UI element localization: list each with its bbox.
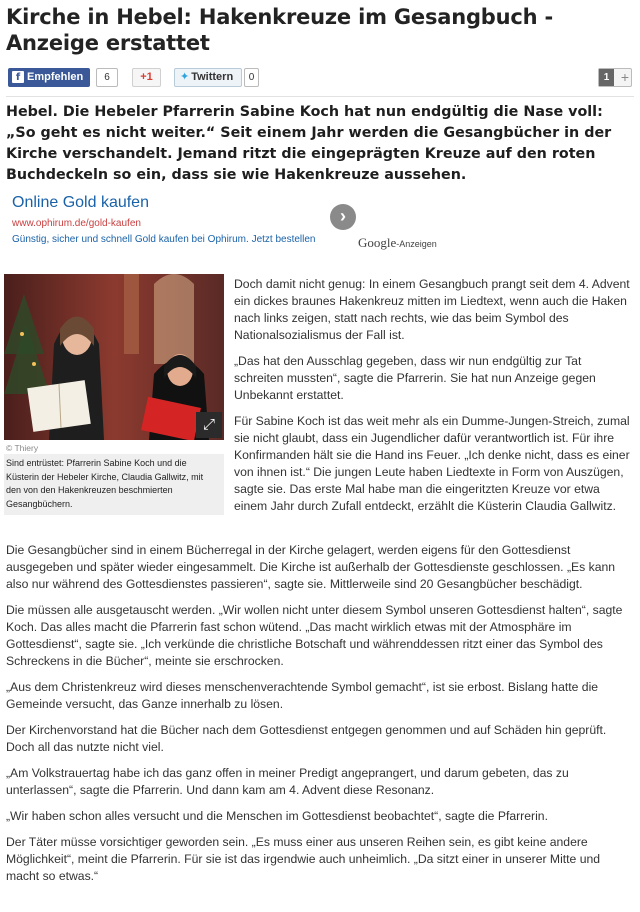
body-paragraph: Für Sabine Koch ist das weit mehr als ein Dumme-Jungen-Streich, zumal sie nicht glaubt, dass ein Jugendlicher dafür verantwortlich ist. Für ihre Konfirmanden hält sie die Hand ins Feuer. „Ich denke nicht, dass es einer von ihnen ist.“ Die jungen Leute haben Liedtexte in Form von Auszügen, sagte sie. Das erste Mal habe man die eingeritzten Kreuze vor etwa einem Jahr durch Zufall entdeckt, erzählt die Küsterin Claudia Gallwitz. [234, 414, 630, 513]
twitter-button[interactable] [174, 68, 242, 87]
ads-suffix: -Anzeigen [396, 239, 437, 249]
plus-one-widget[interactable] [598, 68, 632, 87]
photo-caption: Sind entrüstet: Pfarrerin Sabine Koch und die Küsterin der Hebeler Kirche, Claudia Gallwitz, mit den von den Hakenkreuzen beschmierten Gesangbüchern. [4, 454, 224, 515]
google-wordmark: Google [358, 235, 397, 250]
body-paragraph: Der Täter müsse vorsichtiger geworden sein. „Es muss einer aus unseren Reihen sein, es gibt keine andere Möglichkeit“, meint die Pfarrerin. Für sie ist das irgendwie auch unheimlich. „Da sitzt einer in unserer Mitte und macht so etwas.“ [6, 835, 601, 883]
article-body-column [234, 276, 634, 524]
article-headline: Kirche in Hebel: Hakenkreuze im Gesangbuch - Anzeige erstattet [6, 5, 554, 55]
google-ad [12, 194, 452, 254]
body-paragraph: Der Kirchenvorstand hat die Bücher nach dem Gottesdienst entgegen genommen und auf Schäden hin geprüft. Doch all das nutzte nicht viel. [6, 723, 607, 754]
facebook-like-count: 6 [96, 68, 118, 87]
article-body-full [6, 542, 634, 894]
plus-icon: + [620, 69, 629, 85]
body-paragraph: „Wir haben schon alles versucht und die Menschen im Gottesdienst beobachtet“, sagte die Pfarrerin. [6, 809, 548, 823]
twitter-button-label: Twittern [191, 71, 234, 83]
expand-icon[interactable]: ⤢ [196, 412, 222, 438]
ad-url-link[interactable]: www.ophirum.de/gold-kaufen [12, 218, 141, 229]
twitter-count: 0 [244, 68, 259, 87]
body-paragraph: Die Gesangbücher sind in einem Bücherregal in der Kirche gelagert, werden eigens für den Gottesdienst ausgegeben und später wieder eingesammelt. Die Kirche ist außerhalb der Gottesdienste geschlossen. „Es kann also nur während des Gottesdienstes passieren“, sagte sie. Mittlerweile sind 20 Gesangbücher beschädigt. [6, 543, 616, 591]
google-ads-label[interactable] [358, 234, 437, 252]
body-paragraph: Die müssen alle ausgetauscht werden. „Wir wollen nicht unter diesem Symbol unseren Gottesdienst halten“, sagte Koch. Das alles macht die Pfarrerin fast schon wütend. „Das macht wirklich etwas mit der Atmosphäre im Gottesdienst“, sagte sie. „Ich verkünde die christliche Botschaft und währenddessen ritzt einer das Symbol des Schreckens in die Bücher“, meinte sie erschrocken. [6, 603, 623, 668]
ad-title-link[interactable]: Online Gold kaufen [12, 194, 149, 211]
social-share-bar [6, 68, 634, 97]
photo-credit: © Thiery [6, 443, 39, 453]
plus-one-count: 1 [599, 69, 614, 86]
ad-arrow-icon[interactable]: › [330, 204, 356, 230]
body-paragraph: „Am Volkstrauertag habe ich das ganz offen in meiner Predigt angeprangert, und darum gebeten, das zu unterlassen“, sagte die Pfarrerin. Und dann kam am 4. Advent diese Resonanz. [6, 766, 569, 797]
facebook-like-label: Empfehlen [27, 71, 84, 83]
facebook-icon: f [12, 71, 24, 83]
body-paragraph: „Das hat den Ausschlag gegeben, dass wir nun endgültig zur Tat schreiten mussten“, sagte die Pfarrerin. Sie hat nun Anzeige gegen Unbekannt erstattet. [234, 354, 596, 402]
google-plus-button[interactable]: +1 [132, 68, 161, 87]
twitter-bird-icon: ✦ [180, 71, 190, 83]
body-paragraph: Doch damit nicht genug: In einem Gesangbuch prangt seit dem 4. Advent ein dickes braunes Hakenkreuz mitten im Liedtext, wenn auch die Haken nach links zeigen, statt nach rechts, wie das beim Symbol des Nationalsozialismus der Fall ist. [234, 277, 630, 342]
article-figure [4, 274, 224, 515]
facebook-like-button[interactable] [8, 68, 90, 87]
ad-description[interactable]: Günstig, sicher und schnell Gold kaufen bei Ophirum. Jetzt bestellen [12, 234, 316, 245]
article-photo[interactable] [4, 274, 224, 440]
body-paragraph: „Aus dem Christenkreuz wird dieses menschenverachtende Symbol gemacht“, ist sie erbost. Bislang hatte die Gemeinde versucht, das Ganze innerhalb zu lösen. [6, 680, 599, 711]
article-lead: Hebel. Die Hebeler Pfarrerin Sabine Koch hat nun endgültig die Nase voll: „So geht es nicht weiter.“ Seit einem Jahr werden die Gesangbücher in der Kirche verschandelt. Jemand ritzt die eingeprägten Kreuze auf den roten Buchdeckeln so ein, dass sie wie Hakenkreuze aussehen. [6, 104, 612, 183]
photo-illustration [4, 274, 224, 440]
